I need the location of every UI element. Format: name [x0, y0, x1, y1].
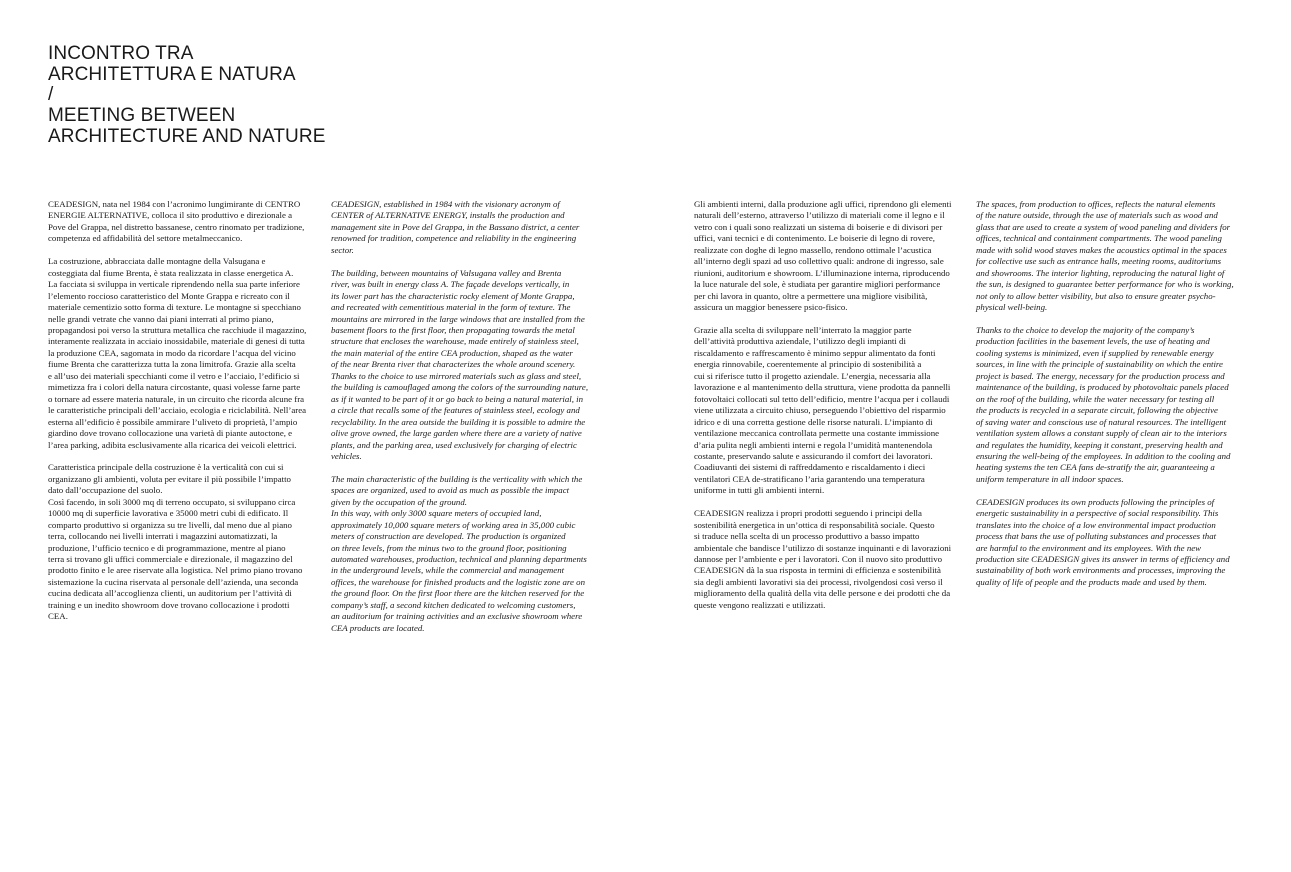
text-column-english-right	[976, 199, 1250, 588]
title-separator: /	[48, 84, 54, 106]
text-column-english-left	[331, 199, 607, 634]
paragraph: CEADESIGN produces its own products following the principles of energetic sustainability in a perspective of social responsibility. This translates into the choice of a low environmental impact production process that bans the use of polluting substances and processes that are harmful to the environment and its employees. With the new production site CEADESIGN gives its answer in terms of efficiency and sustainability of both work environments and processes, improving the quality of life of people and the products made and used by them.	[976, 496, 1230, 587]
title-line-english-2: ARCHITECTURE AND NATURE	[48, 125, 326, 147]
paragraph: CEADESIGN, established in 1984 with the visionary acronym of CENTER of ALTERNATIVE ENERGY, installs the production and management site in Pove del Grappa, in the Bassano district, a center renowned for tradition, competence and reliability in the engineering sector.	[331, 199, 580, 255]
paragraph: The spaces, from production to offices, reflects the natural elements of the nature outside, through the use of materials such as wood and glass that are used to create a system of wood paneling and dividers for offices, technical and containment compartments. The wood paneling made with solid wood staves makes the acoustics optimal in the spaces for collective use such as entrance halls, meeting rooms, auditoriums and showrooms. The interior lighting, reproducing the natural light of the sun, is designed to guarantee better performance for who is working, not only to allow better visibility, but also to ensure greater psycho- physical well-being.	[976, 199, 1234, 313]
title-line-italian-1: INCONTRO TRA	[48, 43, 194, 64]
text-column-italian-left	[48, 199, 322, 623]
paragraph: La costruzione, abbracciata dalle montagne della Valsugana e costeggiata dal fiume Brenta, è stata realizzata in classe energetica A. La facciata si sviluppa in verticale riprendendo nella sua parte inferiore l’elemento roccioso caratteristico del Monte Grappa e ricreato con il materiale cementizio sotto forma di texture. Le montagne si specchiano nelle grandi vetrate che vanno dai piani interrati al primo piano, propagandosi poi verso la struttura metallica che racchiude il magazzino, interamente realizzata in acciaio inossidabile, materiale di genesi di tutta la produzione CEA, sagomata in modo da ricordare l’acqua del vicino fiume Brenta che caratterizza tutta la zona limitrofa. Grazie alla scelta e all’uso dei materiali specchianti come il vetro e l’acciaio, l’edificio si mimetizza fra i colori della natura circostante, quasi volesse farne parte o tornare ad essere materia naturale, in un circuito che ricorda alcune fra le caratteristiche principali dell’acciaio, ecologia e riciclabilità. Nell’area esterna all’edificio è possibile ammirare l’uliveto di proprietà, l’ampio giardino dove trovano collocazione una varietà di piante autoctone, e l’area parking, adibita esclusivamente alla ricarica dei veicoli elettrici.	[48, 256, 307, 450]
paragraph: Grazie alla scelta di sviluppare nell’interrato la maggior parte dell’attività produttiva aziendale, l’utilizzo degli impianti di riscaldamento e raffrescamento è minimo seppur alimentato da fonti energia rinnovabile, coerentemente al principio di sostenibilità a cui si riferisce tutto il progetto aziendale. L’energia, necessaria alla lavorazione e al mantenimento della struttura, viene prodotta da pannelli fotovoltaici collocati sul tetto dell’edificio, mentre l’acqua per i collaudi viene utilizzata a circuito chiuso, perseguendo l’obiettivo del risparmio idrico e di una corretta gestione delle risorse naturali. L’impianto di ventilazione meccanica controllata permette una costante immissione d’aria pulita negli ambienti interni e regola l’umidità mantenendola costante, preservando salute e assicurando il comfort dei lavoratori. Coadiuvanti dei sistemi di raffreddamento e riscaldamento i dieci ventilatori CEA de-stratificano l’aria garantendo una temperatura uniforme in tutti gli ambienti interni.	[694, 324, 951, 496]
page-title	[48, 44, 348, 148]
title-line-english-1: MEETING BETWEEN	[48, 105, 236, 127]
title-line-italian-2: ARCHITETTURA E NATURA	[48, 63, 296, 85]
paragraph: Gli ambienti interni, dalla produzione agli uffici, riprendono gli elementi naturali dell’esterno, attraverso l’utilizzo di materiali come il legno e il vetro con i quali sono realizzati un sistema di boiserie e di divisori per uffici, vani tecnici e di contenimento. Le boiserie di legno di rovere, realizzate con doghe di legno massello, rendono ottimale l’acustica all’interno degli spazi ad uso collettivo quali: androne di ingresso, sale riunioni, auditorium e showroom. L’illuminazione interna, riproducendo la luce naturale del sole, è studiata per garantire migliori performance per chi lavora in quanto, oltre a permettere una migliore visibilità, assicura un maggior benessere psico-fisico.	[694, 199, 952, 313]
paragraph: The main characteristic of the building is the verticality with which the spaces are organized, used to avoid as much as possible the impact given by the occupation of the ground.	[331, 473, 583, 507]
paragraph: Così facendo, in soli 3000 mq di terreno occupato, si sviluppano circa 10000 mq di superficie lavorativa e 35000 metri cubi di edificato. Il comparto produttivo si organizza su tre livelli, dal meno due al piano terra, collocando nei livelli interrati i magazzini automatizzati, la produzione, l’ufficio tecnico e di programmazione, mentre al piano terra si trovano gli uffici commerciale e direzionale, il magazzino del prodotto finito e le aree riservate alla logistica. Nel primo piano trovano sistemazione la cucina riservata al personale dell’azienda, una seconda cucina dedicata all’accoglienza clienti, un auditorium per l’attività di training e un inedito showroom dove trovano collocazione i prodotti CEA.	[48, 496, 303, 622]
paragraph: Thanks to the choice to develop the majority of the company’s production facilities in the basement levels, the use of heating and cooling systems is minimized, even if supplied by renewable energy sources, in line with the principle of sustainability on which the entire project is based. The energy, necessary for the production process and maintenance of the building, is produced by photovoltaic panels placed on the roof of the building, while the water necessary for testing all the products is recycled in a separate circuit, following the objective of saving water and conscious use of natural resources. The intelligent ventilation system allows a constant supply of clean air to the interiors and regulates the humidity, keeping it constant, preserving health and ensuring the well-being of the employees. In addition to the cooling and heating systems the ten CEA fans de-stratify the air, guaranteeing a uniform temperature in all indoor spaces.	[976, 324, 1231, 484]
paragraph: CEADESIGN realizza i propri prodotti seguendo i principi della sostenibilità energetica in un’ottica di responsabilità sociale. Questo si traduce nella scelta di un processo produttivo a basso impatto ambientale che bandisce l’utilizzo di sostanze inquinanti e di lavorazioni dannose per l’ambiente e per i lavoratori. Con il nuovo sito produttivo CEADESIGN dà la sua risposta in termini di efficienza e sostenibilità sia degli ambienti lavorativi sia dei processi, rivolgendosi così verso il miglioramento della qualità della vita delle persone e dei prodotti che da queste vengono realizzati e utilizzati.	[694, 508, 952, 610]
paragraph: CEADESIGN, nata nel 1984 con l’acronimo lungimirante di CENTRO ENERGIE ALTERNATIVE, colloca il sito produttivo e direzionale a Pove del Grappa, nel distretto bassanese, centro rinomato per tradizione, competenza ed affidabilità del settore metalmeccanico.	[48, 199, 305, 244]
paragraph: Caratteristica principale della costruzione è la verticalità con cui si organizzano gli ambienti, voluta per evitare il più possibile l’impatto dato dall’occupazione del suolo.	[48, 462, 291, 496]
text-column-italian-right	[694, 199, 966, 611]
paragraph: The building, between mountains of Valsugana valley and Brenta river, was built in energy class A. The façade develops vertically, in its lower part has the characteristic rocky element of Monte Grappa, and recreated with cementitious material in the form of texture. The mountains are mirrored in the large windows that are installed from the basement floors to the first floor, then propagating towards the metal structure that encloses the warehouse, made entirely of stainless steel, the main material of the entire CEA production, shaped as the water of the near Brenta river that characterizes the whole around scenery. Thanks to the choice to use mirrored materials such as glass and steel, the building is camouflaged among the colors of the surrounding nature, as if it wanted to be part of it or go back to being a natural material, in a circle that recalls some of the features of stainless steel, ecology and recyclability. In the area outside the building it is possible to admire the olive grove owned, the large garden where there are a variety of native plants, and the parking area, used exclusively for charging of electric vehicles.	[331, 267, 589, 461]
paragraph: In this way, with only 3000 square meters of occupied land, approximately 10,000 square meters of working area in 35,000 cubic meters of construction are developed. The production is organized on three levels, from the minus two to the ground floor, positioning automated warehouses, production, technical and planning departments in the underground levels, while the commercial and management offices, the warehouse for finished products and the logistic zone are on the ground floor. On the first floor there are the kitchen reserved for the company’s staff, a second kitchen dedicated to welcoming customers, an auditorium for training activities and an exclusive showroom where CEA products are located.	[331, 508, 587, 633]
